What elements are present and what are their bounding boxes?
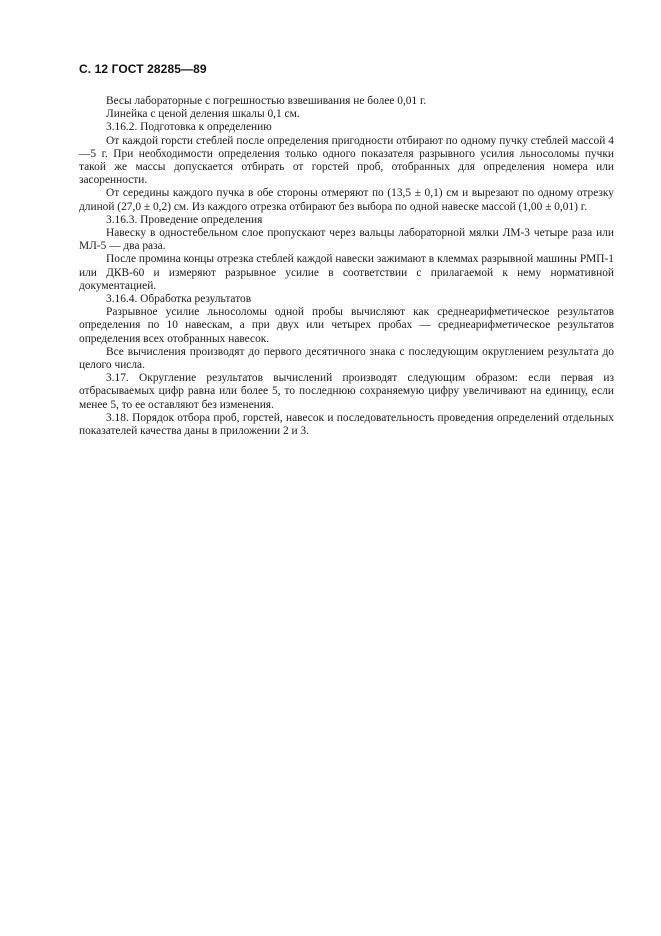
paragraph-3-16-4-calculation: Разрывное усилие льносоломы одной пробы вычисляют как среднеарифметическое результатов определения по 10 навескам, а при двух или четырех пробах — среднеарифметическое результатов определения всех отобранных навесок.: [79, 306, 614, 345]
section-heading-3-16-4: 3.16.4. Обработка результатов: [106, 293, 252, 306]
paragraph-3-16-2-cutting: От середины каждого пучка в обе стороны отмеряют по (13,5 ± 0,1) см и вырезают по одному отрезку длиной (27,0 ± 0,2) см. Из каждого отрезка отбирают без выбора по одной навеске массой (1,00 ± 0,01) г.: [79, 187, 614, 213]
paragraph-3-16-3-breaking: Навеску в одностебельном слое пропускают через вальцы лабораторной мялки ЛМ-3 четыре раза или МЛ-5 — два раза.: [79, 227, 614, 253]
section-heading-3-16-2: 3.16.2. Подготовка к определению: [106, 121, 272, 134]
page-header: С. 12 ГОСТ 28285—89: [79, 62, 207, 76]
paragraph-3-17: 3.17. Округление результатов вычислений производят следующим образом: если первая из отбрасываемых цифр равна или более 5, то последнюю сохраняемую цифру увеличивают на единицу, если менее 5, то ее оставляют без изменения.: [79, 372, 614, 411]
paragraph-3-16-2-sampling: От каждой горсти стеблей после определения пригодности отбирают по одному пучку стеблей массой 4—5 г. При необходимости определения только одного показателя разрывного усилия льносоломы пучки такой же массы допускается отбирать от горстей проб, отобранных для определения номера или засоренности.: [79, 134, 614, 187]
section-heading-3-16-3: 3.16.3. Проведение определения: [106, 213, 263, 226]
paragraph-3-18: 3.18. Порядок отбора проб, горстей, навесок и последовательность проведения определений отдельных показателей качества даны в приложении 2 и 3.: [79, 411, 614, 438]
paragraph-ruler: Линейка с ценой деления шкалы 0,1 см.: [106, 108, 300, 121]
paragraph-scales: Весы лабораторные с погрешностью взвешивания не более 0,01 г.: [106, 95, 427, 107]
paragraph-3-16-4-rounding: Все вычисления производят до первого десятичного знака с последующим округлением результата до целого числа.: [79, 345, 614, 372]
paragraph-3-16-3-measuring: После промина концы отрезка стеблей каждой навески зажимают в клеммах разрывной машины РМП-1 или ДКВ-60 и измеряют разрывное усилие в соответствии с прилагаемой к нему нормативной документацией.: [79, 253, 614, 292]
document-body: [79, 95, 614, 438]
